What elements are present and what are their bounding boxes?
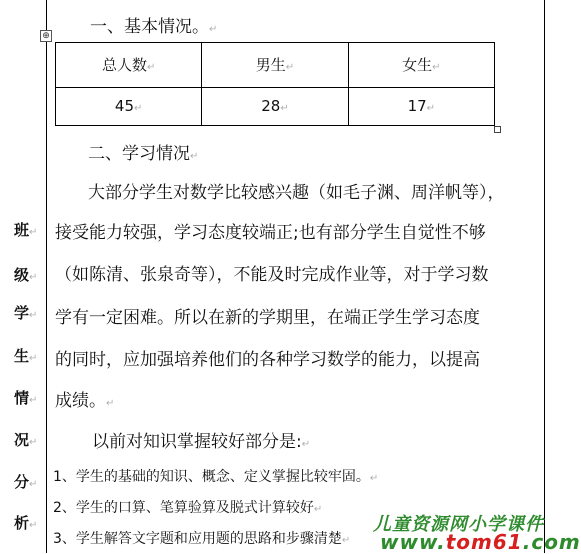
value-total-text: 45 [114, 97, 135, 116]
sidebar-char-text: 析 [14, 514, 30, 532]
table-header-cell[interactable] [202, 43, 348, 88]
right-border-line [544, 0, 545, 553]
sidebar-label-char [14, 429, 44, 450]
left-border-line [46, 0, 47, 553]
paragraph-mark-icon: ↵ [432, 62, 441, 74]
sidebar-label-char [14, 512, 44, 533]
knowledge-heading-text: 以前对知识掌握较好部分是: [92, 432, 302, 452]
table-row [56, 87, 495, 125]
paragraph-line-text: 成绩。 [55, 391, 106, 411]
paragraph-mark-icon: ↵ [341, 535, 351, 546]
table-resize-handle-icon[interactable] [494, 126, 501, 133]
sidebar-char-text: 生 [14, 347, 30, 365]
paragraph-mark-icon: ↵ [426, 103, 436, 115]
paragraph-mark-icon: ↵ [285, 62, 295, 74]
paragraph-mark-icon: ↵ [29, 310, 38, 321]
table-cell[interactable] [56, 87, 202, 125]
sidebar-char-text: 级 [14, 266, 30, 284]
paragraph-line: 接受能力较强，学习态度较端正;也有部分学生自觉性不够 [55, 223, 486, 243]
sidebar-label-char [14, 387, 44, 408]
sidebar-char-text: 分 [14, 473, 30, 491]
list-item [53, 497, 322, 517]
table-cell[interactable] [202, 87, 348, 125]
sidebar-label-char [14, 471, 44, 492]
table-header-row [56, 43, 495, 88]
paragraph-mark-icon: ↵ [29, 353, 38, 364]
list-item [53, 528, 350, 548]
section-heading-basic-text: 一、基本情况。 [90, 17, 209, 37]
paragraph-mark-icon: ↵ [29, 227, 38, 238]
table-cell[interactable] [348, 87, 494, 125]
watermark-site-name: 儿童资源网小学课件 [373, 514, 544, 535]
watermark-logo [350, 510, 581, 554]
sidebar-char-text: 情 [14, 389, 30, 407]
sidebar-label-char [14, 345, 44, 366]
paragraph-mark-icon: ↵ [146, 62, 156, 74]
knowledge-heading [92, 427, 310, 452]
paragraph-mark-icon: ↵ [29, 437, 38, 448]
watermark-url-domain: tom61 [445, 530, 523, 554]
list-item-text: 1、学生的基础的知识、概念、定义掌握比较牢固。 [53, 469, 370, 485]
list-item-text: 3、学生解答文字题和应用题的思路和步骤清楚 [53, 531, 342, 547]
header-boys-text: 男生 [255, 56, 286, 75]
paragraph-mark-icon: ↵ [29, 395, 38, 406]
paragraph-mark-icon: ↵ [190, 151, 199, 162]
paragraph-line [55, 386, 114, 411]
paragraph-mark-icon: ↵ [369, 473, 379, 484]
paragraph-mark-icon: ↵ [301, 439, 311, 450]
paragraph-mark-icon: ↵ [280, 103, 289, 115]
sidebar-char-text: 学 [14, 304, 30, 322]
paragraph-mark-icon: ↵ [29, 520, 38, 531]
paragraph-line: 的同时，应加强培养他们的各种学习数学的能力，以提高 [55, 350, 480, 370]
paragraph-mark-icon: ↵ [29, 479, 38, 490]
basic-stats-table [55, 42, 495, 126]
list-item [53, 466, 378, 486]
watermark-url-suffix: .com [522, 530, 581, 554]
header-girls-text: 女生 [402, 56, 433, 75]
section-heading-study [88, 139, 198, 164]
paragraph-mark-icon: ↵ [106, 398, 115, 409]
paragraph-mark-icon: ↵ [134, 103, 143, 115]
sidebar-label-char [14, 219, 44, 240]
section-heading-study-text: 二、学习情况 [88, 144, 190, 164]
sidebar-char-text: 班 [14, 221, 30, 239]
paragraph-line: 学有一定困难。所以在新的学期里，在端正学生学习态度 [55, 308, 480, 328]
watermark-url-prefix: www. [380, 530, 446, 554]
sidebar-char-text: 况 [14, 431, 30, 449]
paragraph-line: 大部分学生对数学比较感兴趣（如毛子渊、周洋帆等）， [88, 183, 505, 203]
sidebar-label-char [14, 264, 44, 285]
table-header-cell[interactable] [56, 43, 202, 88]
table-header-cell[interactable] [348, 43, 494, 88]
list-item-text: 2、学生的口算、笔算验算及脱式计算较好 [53, 500, 314, 516]
section-heading-basic [90, 12, 217, 37]
sidebar-label-char [14, 302, 44, 323]
watermark-url [380, 530, 581, 554]
header-total-text: 总人数 [101, 56, 147, 75]
table-move-handle-icon[interactable]: ⊕ [40, 30, 52, 42]
value-girls-text: 17 [407, 97, 427, 116]
paragraph-mark-icon: ↵ [209, 24, 218, 35]
paragraph-line: （如陈清、张泉奇等），不能及时完成作业等，对于学习数 [55, 265, 489, 285]
value-boys-text: 28 [261, 97, 281, 116]
paragraph-mark-icon: ↵ [313, 504, 323, 515]
paragraph-mark-icon: ↵ [29, 272, 38, 283]
